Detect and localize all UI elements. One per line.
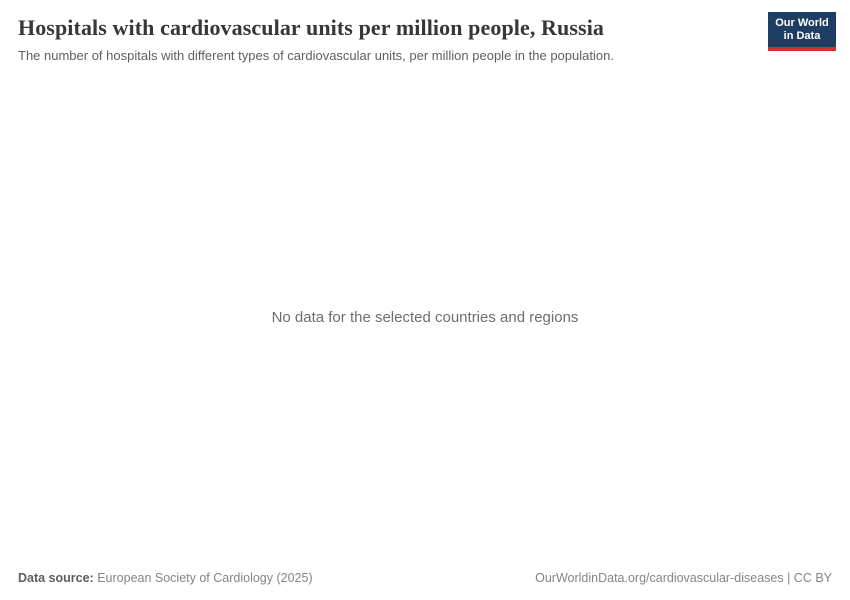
chart-plot-area xyxy=(0,85,850,550)
owid-logo xyxy=(768,12,836,51)
chart-header xyxy=(0,0,850,64)
no-data-message: No data for the selected countries and regions xyxy=(271,309,579,326)
owid-logo-line2: in Data xyxy=(783,30,821,42)
chart-title: Hospitals with cardiovascular units per million people, Russia xyxy=(18,15,605,40)
chart-footer xyxy=(18,570,832,586)
data-source xyxy=(18,570,313,586)
data-source-value: European Society of Cardiology (2025) xyxy=(93,571,313,585)
attribution-url: OurWorldinData.org/cardiovascular-diseases | CC BY xyxy=(535,571,832,585)
chart-subtitle: The number of hospitals with different types of cardiovascular units, per million people in the population. xyxy=(18,48,614,63)
owid-logo-line1: Our World xyxy=(775,17,829,29)
data-source-label: Data source: xyxy=(18,571,94,585)
